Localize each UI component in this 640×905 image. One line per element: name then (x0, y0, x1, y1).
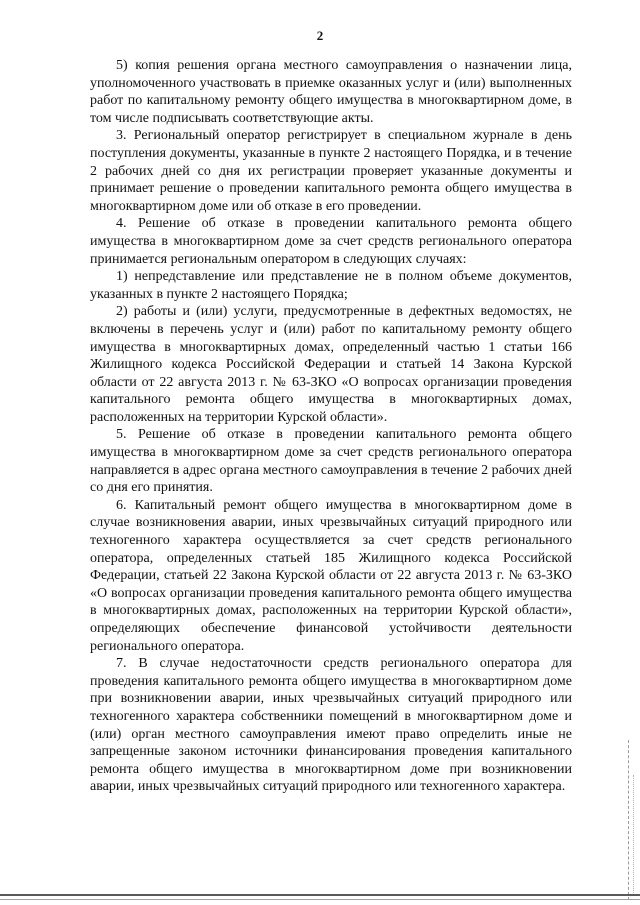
paragraph-4-refusal-decision: 4. Решение об отказе в проведении капитального ремонта общего имущества в многоквартирном доме за счет средств регионального оператора принимается региональным оператором в следующих случаях: (90, 216, 572, 267)
paragraph-4-case-2: 2) работы и (или) услуги, предусмотренные в дефектных ведомостях, не включены в перечень услуг и (или) работ по капитальному ремонту общего имущества в многоквартирных домах, определенный частью 1 статьи 166 Жилищного кодекса Российской Федерации и статьей 14 Закона Курской области от 22 августа 2013 г. № 63-ЗКО «О вопросах организации проведения капитального ремонта общего имущества в многоквартирных домах, расположенных на территории Курской области». (90, 304, 572, 425)
scan-edge-mark (628, 740, 632, 900)
paragraph-5-refusal-notice: 5. Решение об отказе в проведении капитального ремонта общего имущества в многоквартирном доме за счет средств регионального оператора направляется в адрес органа местного самоуправления в течение 2 рабочих дней со дня его принятия. (90, 427, 572, 496)
paragraph-item-5-copy-decision: 5) копия решения органа местного самоуправления о назначении лица, уполномоченного участвовать в приемке оказанных услуг и (или) выполненных работ по капитальному ремонту общего имущества в многоквартирном доме, в том числе подписывать соответствующие акты. (90, 58, 572, 126)
document-body (90, 57, 572, 796)
scan-bottom-edge (0, 894, 640, 896)
paragraph-4-case-1: 1) непредставление или представление не в полном объеме документов, указанных в пункте 2 настоящего Порядка; (90, 269, 572, 302)
paragraph-6-emergency-repair: 6. Капитальный ремонт общего имущества в многоквартирном доме в случае возникновения аварии, иных чрезвычайных ситуаций природного или техногенного характера осуществляется за счет средств регионального оператора, определенных статьей 185 Жилищного кодекса Российской Федерации, статьей 22 Закона Курской области от 22 августа 2013 г. № 63-ЗКО «О вопросах организации проведения капитального ремонта общего имущества в многоквартирных домах, расположенных на территории Курской области», определяющих обеспечение финансовой устойчивости деятельности регионального оператора. (90, 497, 572, 654)
page-number: 2 (316, 28, 324, 43)
paragraph-7-insufficient-funds: 7. В случае недостаточности средств регионального оператора для проведения капитального ремонта общего имущества в многоквартирном доме при возникновении аварии, иных чрезвычайных ситуаций природного или техногенного характера собственники помещений в многоквартирном доме и (или) орган местного самоуправления имеют право определить иные не запрещенные законом источники финансирования проведения капитального ремонта общего имущества в многоквартирном доме при возникновении аварии, иных чрезвычайных ситуаций природного или техногенного характера. (90, 656, 572, 795)
paragraph-3-registration: 3. Региональный оператор регистрирует в специальном журнале в день поступления документы, указанные в пункте 2 настоящего Порядка, и в течение 2 рабочих дней со дня их регистрации проверяет указанные документы и принимает решение о проведении капитального ремонта общего имущества в многоквартирном доме или об отказе в его проведении. (90, 128, 572, 214)
scan-edge-mark-secondary (633, 775, 636, 895)
scan-bottom-edge-thin (0, 899, 640, 900)
